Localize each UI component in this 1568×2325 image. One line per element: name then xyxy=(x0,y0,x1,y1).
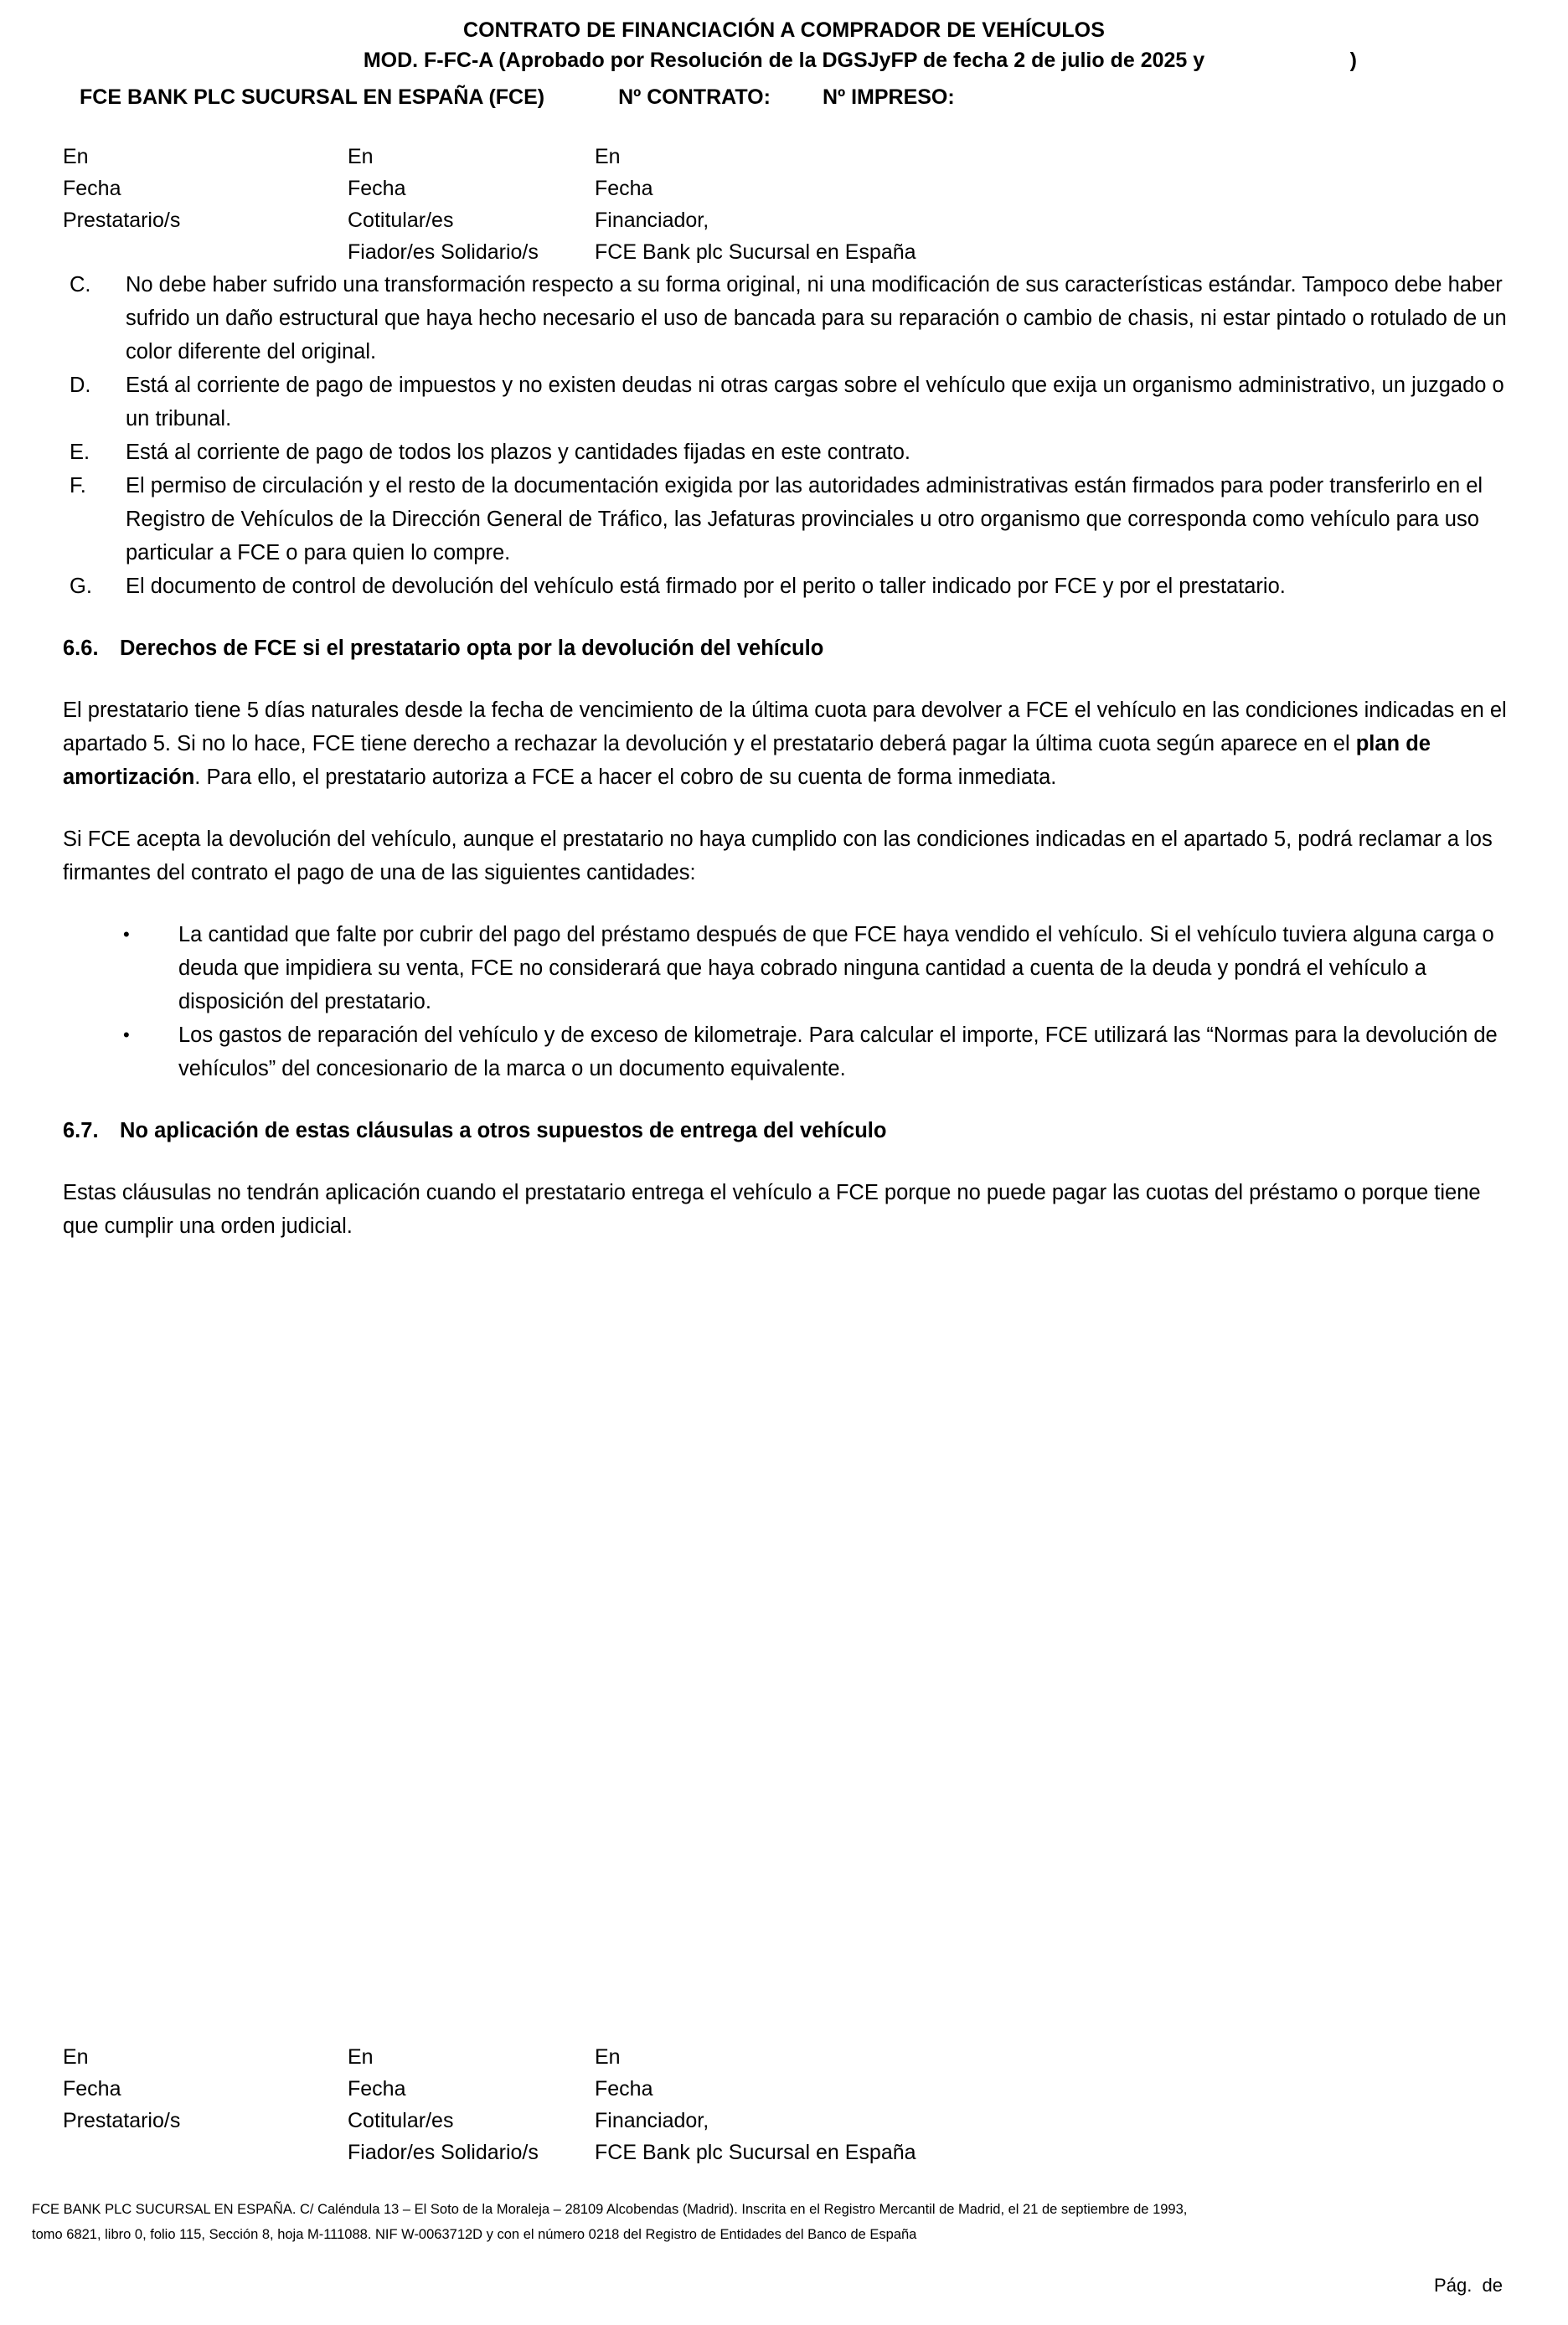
document-body xyxy=(0,268,1568,1243)
sig-bottom-c1-line2: Fecha xyxy=(63,2077,121,2101)
bullet-item-1 xyxy=(63,918,1508,1018)
bullet-item-2 xyxy=(63,1018,1508,1085)
sig-top-c2-line1: En xyxy=(348,145,374,168)
clause-item-f xyxy=(63,469,1508,570)
clause-marker-c: C. xyxy=(70,273,91,296)
section-66-paragraph-1 xyxy=(63,693,1508,794)
signature-column-borrower-bottom xyxy=(63,2041,348,2168)
mod-line-close-paren: ) xyxy=(1349,49,1357,72)
sig-top-c3-line1: En xyxy=(595,145,621,168)
clause-marker-d: D. xyxy=(70,374,91,397)
sig-bottom-c2-line1: En xyxy=(348,2045,374,2069)
section-title-66: Derechos de FCE si el prestatario opta por la devolución del vehículo xyxy=(120,637,824,660)
sig-top-c1-line2: Fecha xyxy=(63,177,121,200)
page-number: Pág. de xyxy=(1434,2275,1503,2296)
document-title: CONTRATO DE FINANCIACIÓN A COMPRADOR DE VEHÍCULOS xyxy=(462,18,1106,42)
section-heading-66 xyxy=(63,632,1508,665)
signature-column-borrower xyxy=(63,141,348,268)
entity-name: FCE BANK PLC SUCURSAL EN ESPAÑA (FCE) xyxy=(80,85,545,109)
section-66-para1-part1: El prestatario tiene 5 días naturales desde la fecha de vencimiento de la última cuota para devolver a FCE el vehículo en las condiciones indicadas en el apartado 5. Si no lo hace, FCE tiene derecho a rechazar la devolución y el prestatario deberá pagar la última cuota según aparece en el xyxy=(63,699,1507,755)
form-number-label: Nº IMPRESO: xyxy=(822,85,955,109)
section-67-paragraph-1: Estas cláusulas no tendrán aplicación cuando el prestatario entrega el vehículo a FCE porque no puede pagar las cuotas del préstamo o porque tiene que cumplir una orden judicial. xyxy=(63,1181,1481,1238)
signature-column-cotitular-bottom xyxy=(348,2041,595,2168)
sig-top-c2-line4: Fiador/es Solidario/s xyxy=(348,240,539,264)
clause-item-d xyxy=(63,369,1508,436)
sig-bottom-c1-line1: En xyxy=(63,2045,89,2069)
sig-bottom-c2-line3: Cotitular/es xyxy=(348,2109,454,2132)
section-66-para1-part2: . Para ello, el prestatario autoriza a FCE a hacer el cobro de su cuenta de forma inmediata. xyxy=(194,766,1057,789)
sig-top-c2-line3: Cotitular/es xyxy=(348,209,454,232)
sig-bottom-c3-line2: Fecha xyxy=(595,2077,653,2101)
sig-top-c1-line3: Prestatario/s xyxy=(63,209,181,232)
clause-item-e xyxy=(63,436,1508,469)
clause-text-f: El permiso de circulación y el resto de la documentación exigida por las autoridades administrativas están firmados para poder transferirlo en el Registro de Vehículos de la Dirección General de Tráfico, las Jefaturas provinciales u otro organismo que corresponda como vehículo para uso particular a FCE o para quien lo compre. xyxy=(126,474,1483,564)
contract-number-label: Nº CONTRATO: xyxy=(618,85,771,109)
section-number-66: 6.6. xyxy=(63,637,99,660)
clause-marker-g: G. xyxy=(70,575,92,598)
sig-bottom-c3-line3: Financiador, xyxy=(595,2109,709,2132)
document-entity-line xyxy=(0,82,1568,112)
clause-item-c xyxy=(63,268,1508,369)
bullet-dot-icon-2: • xyxy=(123,1024,130,1045)
mod-line-text: MOD. F-FC-A (Aprobado por Resolución de la DGSJyFP de fecha 2 de julio de 2025 y xyxy=(363,49,1205,72)
signature-block-bottom xyxy=(0,2041,1568,2168)
sig-bottom-c2-line4: Fiador/es Solidario/s xyxy=(348,2141,539,2164)
bullet-text-2: Los gastos de reparación del vehículo y de exceso de kilometraje. Para calcular el importe, FCE utilizará las “Normas para la devolución de vehículos” del concesionario de la marca o un documento equivalente. xyxy=(178,1023,1498,1080)
signature-block-top xyxy=(0,141,1568,268)
document-mod-line xyxy=(0,45,1568,75)
clause-list xyxy=(63,268,1508,603)
section-number-67: 6.7. xyxy=(63,1119,99,1142)
bullet-text-1: La cantidad que falte por cubrir del pago del préstamo después de que FCE haya vendido el vehículo. Si el vehículo tuviera alguna carga o deuda que impidiera su venta, FCE no considerará que haya cobrado ninguna cantidad a cuenta de la deuda y pondrá el vehículo a disposición del prestatario. xyxy=(178,923,1494,1013)
section-heading-67 xyxy=(63,1114,1508,1147)
legal-footer-line-1: FCE BANK PLC SUCURSAL EN ESPAÑA. C/ Caléndula 13 – El Soto de la Moraleja – 28109 Alcobendas (Madrid). Inscrita en el Registro Mercantil de Madrid, el 21 de septiembre de 1993, xyxy=(32,2202,1188,2217)
document-header xyxy=(0,0,1568,112)
sig-top-c3-line3: Financiador, xyxy=(595,209,709,232)
section-66-bullet-list xyxy=(63,918,1508,1085)
legal-footer xyxy=(0,2197,1568,2247)
sig-bottom-c3-line1: En xyxy=(595,2045,621,2069)
signature-column-cotitular xyxy=(348,141,595,268)
clause-marker-f: F. xyxy=(70,474,86,497)
clause-text-g: El documento de control de devolución del vehículo está firmado por el perito o taller indicado por FCE y por el prestatario. xyxy=(126,575,1286,598)
section-title-67: No aplicación de estas cláusulas a otros supuestos de entrega del vehículo xyxy=(120,1119,887,1142)
sig-top-c1-line1: En xyxy=(63,145,89,168)
clause-text-e: Está al corriente de pago de todos los plazos y cantidades fijadas en este contrato. xyxy=(126,441,911,464)
clause-text-d: Está al corriente de pago de impuestos y no existen deudas ni otras cargas sobre el vehículo que exija un organismo administrativo, un juzgado o un tribunal. xyxy=(126,374,1504,430)
sig-bottom-c2-line2: Fecha xyxy=(348,2077,406,2101)
signature-column-lender-bottom xyxy=(595,2041,1097,2168)
bullet-dot-icon-1: • xyxy=(123,924,130,945)
clause-text-c: No debe haber sufrido una transformación respecto a su forma original, ni una modificación de sus características estándar. Tampoco debe haber sufrido un daño estructural que haya hecho necesario el uso de bancada para su reparación o cambio de chasis, ni estar pintado o rotulado de un color diferente del original. xyxy=(126,273,1507,363)
signature-column-lender xyxy=(595,141,1097,268)
clause-item-g xyxy=(63,570,1508,603)
section-66-paragraph-2: Si FCE acepta la devolución del vehículo, aunque el prestatario no haya cumplido con las condiciones indicadas en el apartado 5, podrá reclamar a los firmantes del contrato el pago de una de las siguientes cantidades: xyxy=(63,827,1493,884)
sig-bottom-c3-line4: FCE Bank plc Sucursal en España xyxy=(595,2141,916,2164)
sig-top-c2-line2: Fecha xyxy=(348,177,406,200)
sig-bottom-c1-line3: Prestatario/s xyxy=(63,2109,181,2132)
sig-top-c3-line2: Fecha xyxy=(595,177,653,200)
legal-footer-line-2: tomo 6821, libro 0, folio 115, Sección 8, hoja M-111088. NIF W-0063712D y con el número 0218 del Registro de Entidades del Banco de España xyxy=(32,2227,917,2242)
sig-top-c3-line4: FCE Bank plc Sucursal en España xyxy=(595,240,916,264)
clause-marker-e: E. xyxy=(70,441,90,464)
section-66-para1-bold: plan de amortización xyxy=(63,732,1431,789)
